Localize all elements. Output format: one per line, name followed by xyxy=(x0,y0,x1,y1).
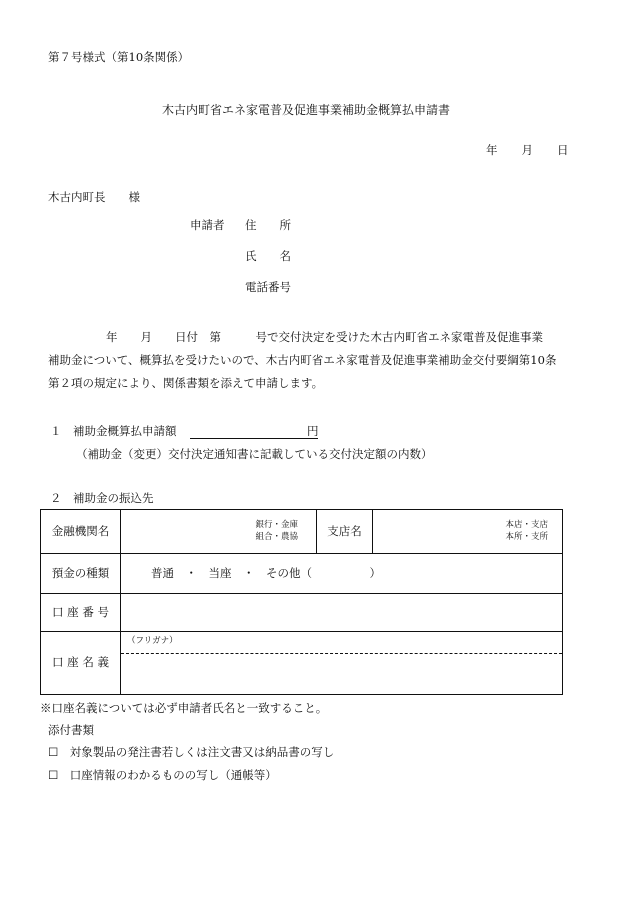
deposit-options-text: 普通 ・ 当座 ・ その他（ ） xyxy=(151,565,381,580)
account-no-label: 口 座 番 号 xyxy=(41,594,121,632)
institution-row xyxy=(41,510,563,554)
account-name-row xyxy=(41,632,563,695)
bank-kinds-line1: 銀行・金庫 xyxy=(255,520,298,531)
branch-kinds-line1: 本店・支店 xyxy=(505,520,548,531)
item1-label: １ 補助金概算払申請額 xyxy=(50,424,177,438)
document-title: 木古内町省エネ家電普及促進事業補助金概算払申請書 xyxy=(161,103,450,117)
bank-account-table xyxy=(40,509,563,695)
addressee: 木古内町長 様 xyxy=(48,190,140,204)
item1-yen: 円 xyxy=(307,424,319,438)
bank-note: ※口座名義については必ず申請者氏名と一致すること。 xyxy=(40,701,328,715)
deposit-options[interactable] xyxy=(121,554,563,594)
address-label: 住 所 xyxy=(245,218,291,232)
attachment-item-2[interactable]: ☐ 口座情報のわかるものの写し（通帳等） xyxy=(48,768,277,782)
date-year: 年 xyxy=(486,143,498,157)
account-no-field[interactable] xyxy=(121,594,563,632)
branch-label: 支店名 xyxy=(317,510,373,554)
furigana-label: （フリガナ） xyxy=(127,636,178,646)
body-line-2: 補助金について、概算払を受けたいので、木古内町省エネ家電普及促進事業補助金交付要綱第10条 xyxy=(48,353,557,367)
name-label: 氏 名 xyxy=(245,249,291,263)
body-line-1: 年 月 日付 第 号で交付決定を受けた木古内町省エネ家電普及促進事業 xyxy=(106,330,543,344)
item1-note: （補助金（変更）交付決定通知書に記載している交付決定額の内数） xyxy=(76,447,433,461)
date-day: 日 xyxy=(557,143,569,157)
account-no-row xyxy=(41,594,563,632)
institution-field[interactable] xyxy=(121,510,317,554)
account-name-label: 口 座 名 義 xyxy=(41,632,121,695)
attachment-item-1[interactable]: ☐ 対象製品の発注書若しくは注文書又は納品書の写し xyxy=(48,745,335,759)
form-number: 第７号様式（第10条関係） xyxy=(48,50,190,64)
applicant-label: 申請者 xyxy=(190,218,225,232)
attachments-title: 添付書類 xyxy=(48,723,94,737)
body-line-3: 第２項の規定により、関係書類を添えて申請します。 xyxy=(48,376,324,390)
amount-field-underline[interactable] xyxy=(190,438,318,439)
tel-label: 電話番号 xyxy=(245,280,291,294)
account-name-field[interactable] xyxy=(121,632,563,695)
date-month: 月 xyxy=(521,143,533,157)
branch-kinds-line2: 本所・支所 xyxy=(505,531,548,542)
institution-label: 金融機関名 xyxy=(41,510,121,554)
bank-kinds-line2: 組合・農協 xyxy=(255,531,298,542)
deposit-row xyxy=(41,554,563,594)
date-line xyxy=(486,145,569,157)
item2-label: ２ 補助金の振込先 xyxy=(50,491,154,505)
deposit-label: 預金の種類 xyxy=(41,554,121,594)
branch-field[interactable] xyxy=(373,510,563,554)
